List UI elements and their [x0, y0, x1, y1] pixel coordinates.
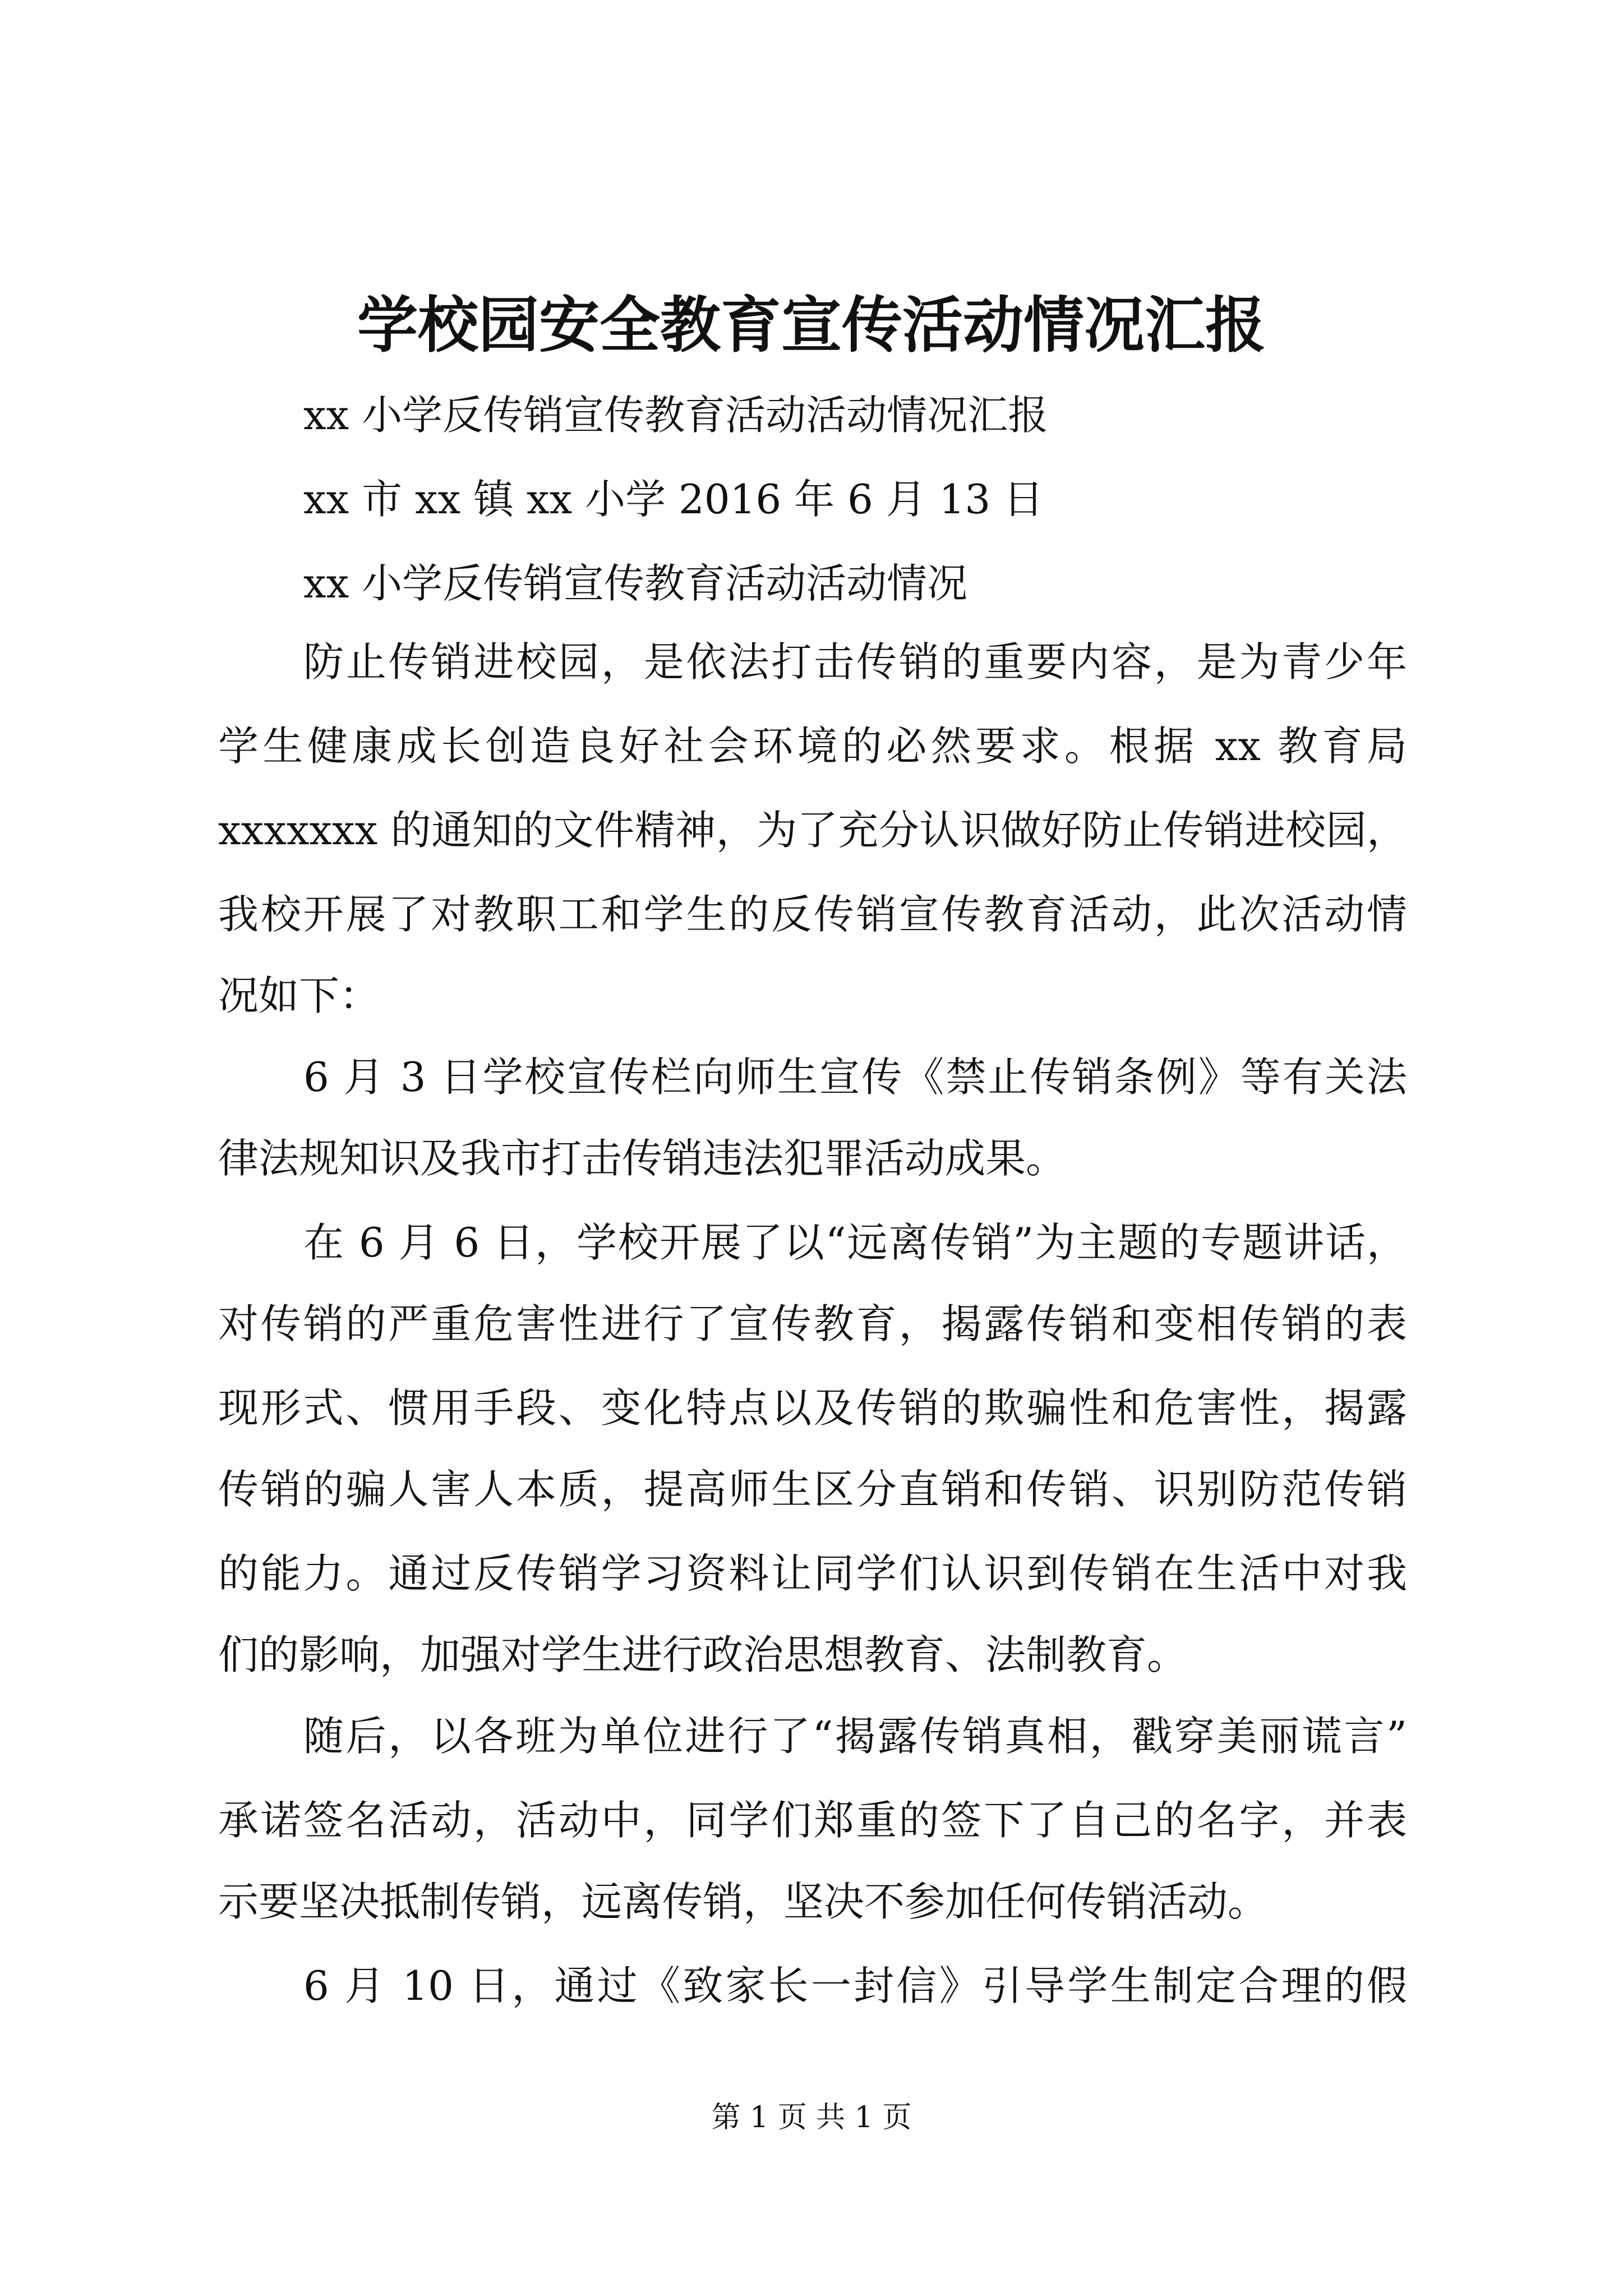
paragraph-line: 的能力。通过反传销学习资料让同学们认识到传销在生活中对我 — [218, 1550, 1407, 1597]
paragraph-line: 们的影响，加强对学生进行政治思想教育、法制教育。 — [218, 1631, 1188, 1678]
subtitle-line: xx 小学反传销宣传教育活动活动情况汇报 — [303, 392, 1049, 439]
paragraph-line: 在 6 月 6 日，学校开展了以“远离传销”为主题的专题讲话， — [303, 1219, 1407, 1266]
paragraph-line: 防止传销进校园，是依法打击传销的重要内容，是为青少年 — [303, 638, 1407, 685]
paragraph-line: 6 月 3 日学校宣传栏向师生宣传《禁止传销条例》等有关法 — [303, 1053, 1407, 1101]
paragraph-line: 我校开展了对教职工和学生的反传销宣传教育活动，此次活动情 — [218, 891, 1407, 938]
paragraph-line: 传销的骗人害人本质，提高师生区分直销和传销、识别防范传销 — [218, 1466, 1407, 1513]
paragraph-line: 6 月 10 日，通过《致家长一封信》引导学生制定合理的假 — [303, 1962, 1407, 2009]
paragraph-line: 承诺签名活动，活动中，同学们郑重的签下了自己的名字，并表 — [218, 1797, 1407, 1844]
paragraph-line: 况如下： — [218, 972, 380, 1019]
page-footer: 第 1 页 共 1 页 — [711, 2101, 912, 2134]
document-title: 学校园安全教育宣传活动情况汇报 — [357, 290, 1266, 361]
paragraph-line: 律法规知识及我市打击传销违法犯罪活动成果。 — [218, 1135, 1067, 1182]
date-line: xx 市 xx 镇 xx 小学 2016 年 6 月 13 日 — [303, 476, 1044, 523]
paragraph-line: 对传销的严重危害性进行了宣传教育，揭露传销和变相传销的表 — [218, 1300, 1407, 1347]
paragraph-line: 学生健康成长创造良好社会环境的必然要求。根据 xx 教育局 — [218, 723, 1407, 770]
paragraph-line: 随后，以各班为单位进行了“揭露传销真相，戳穿美丽谎言” — [303, 1713, 1407, 1760]
paragraph-line: xxxxxxx 的通知的文件精神，为了充分认识做好防止传销进校园， — [218, 807, 1407, 854]
heading-line: xx 小学反传销宣传教育活动活动情况 — [303, 560, 968, 607]
paragraph-line: 现形式、惯用手段、变化特点以及传销的欺骗性和危害性，揭露 — [218, 1384, 1407, 1432]
paragraph-line: 示要坚决抵制传销，远离传销，坚决不参加任何传销活动。 — [218, 1878, 1269, 1925]
